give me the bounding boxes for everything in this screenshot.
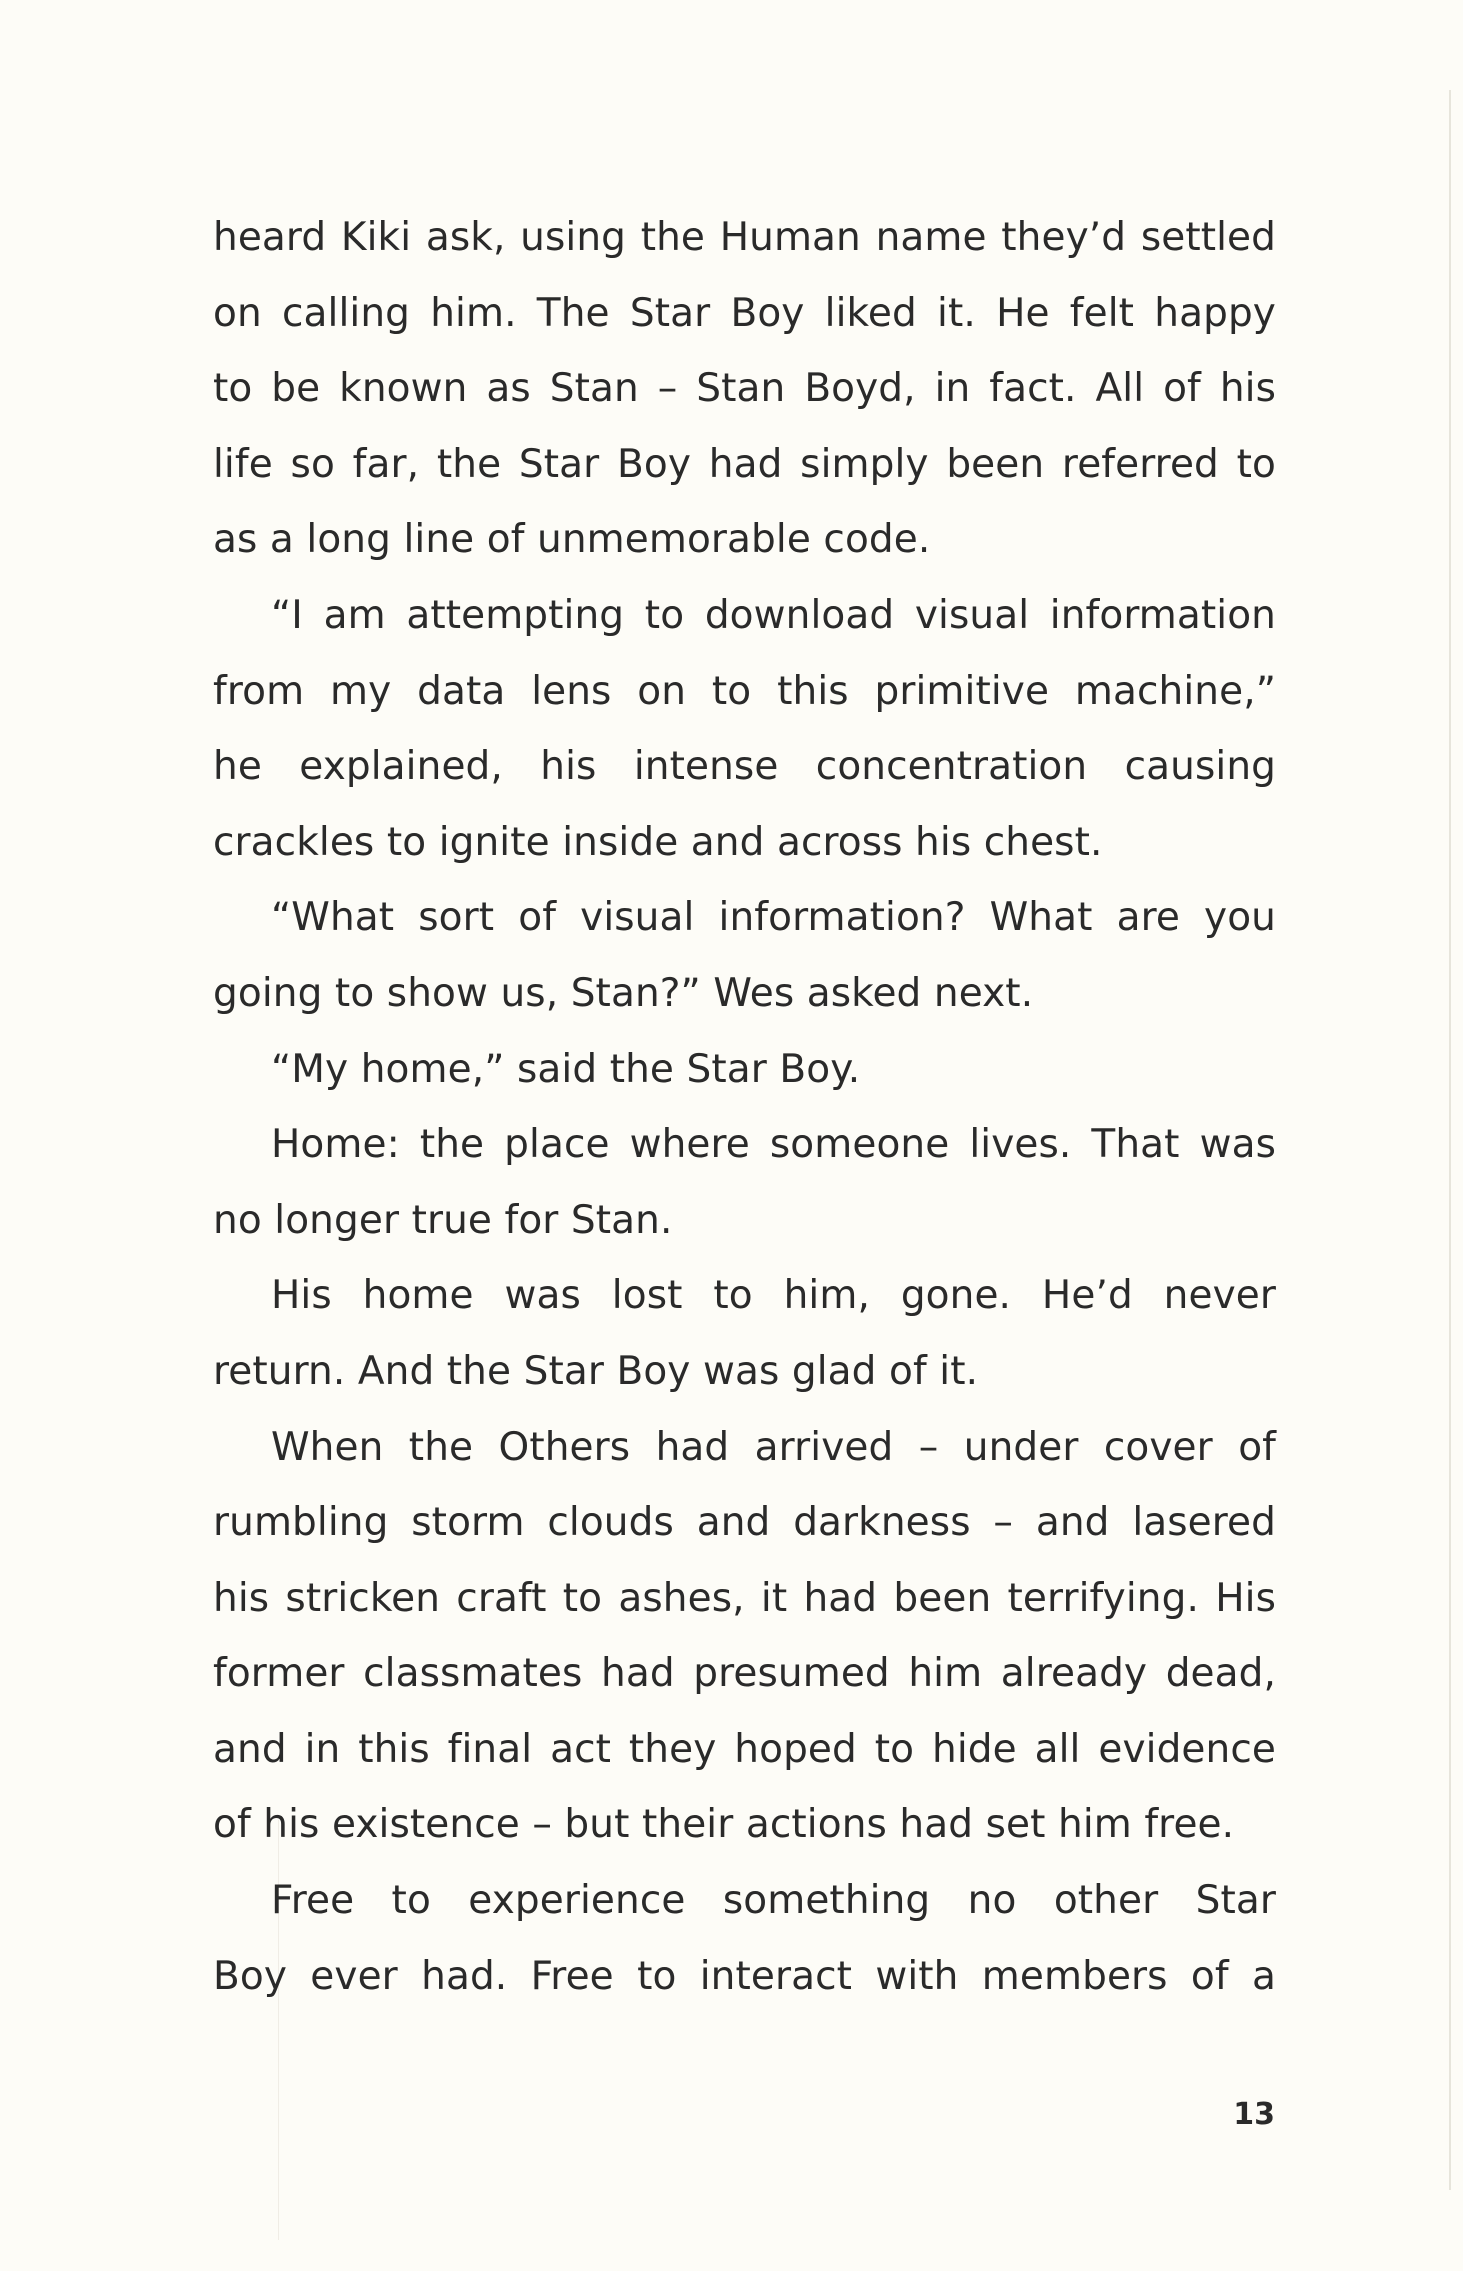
text-line: and in this final act they hoped to hide all evidence (213, 1726, 1276, 1772)
text-line: When the Others had arrived – under cover of (271, 1424, 1276, 1470)
text-line: to be known as Stan – Stan Boyd, in fact. All of his (213, 366, 1276, 412)
text-line: former classmates had presumed him already dead, (213, 1651, 1276, 1697)
text-line: “I am attempting to download visual information (271, 592, 1276, 638)
text-line: “What sort of visual information? What are you (271, 895, 1276, 941)
text-line: no longer true for Stan. (213, 1197, 673, 1243)
text-line: from my data lens on to this primitive machine,” (213, 668, 1276, 714)
text-line: he explained, his intense concentration causing (213, 744, 1276, 790)
text-line: crackles to ignite inside and across his chest. (213, 819, 1103, 865)
text-line: going to show us, Stan?” Wes asked next. (213, 970, 1034, 1016)
text-line: His home was lost to him, gone. He’d never (271, 1273, 1276, 1319)
text-line: life so far, the Star Boy had simply been referred to (213, 441, 1276, 487)
text-line: “My home,” said the Star Boy. (271, 1046, 861, 1092)
body-text (213, 200, 1276, 2014)
text-line: heard Kiki ask, using the Human name they’d settled (213, 215, 1276, 260)
text-line: Home: the place where someone lives. That was (271, 1122, 1276, 1168)
text-line: return. And the Star Boy was glad of it. (213, 1348, 979, 1394)
text-line: as a long line of unmemorable code. (213, 517, 931, 563)
text-line: of his existence – but their actions had set him free. (213, 1802, 1235, 1848)
text-line: on calling him. The Star Boy liked it. He felt happy (213, 290, 1276, 336)
scan-artifact (1449, 90, 1451, 2190)
text-line: Free to experience something no other Star (271, 1878, 1276, 1924)
text-line: Boy ever had. Free to interact with members of a (213, 1953, 1276, 1999)
page-number: 13 (1233, 2097, 1275, 2132)
text-line: rumbling storm clouds and darkness – and lasered (213, 1500, 1276, 1546)
text-line: his stricken craft to ashes, it had been terrifying. His (213, 1575, 1276, 1621)
